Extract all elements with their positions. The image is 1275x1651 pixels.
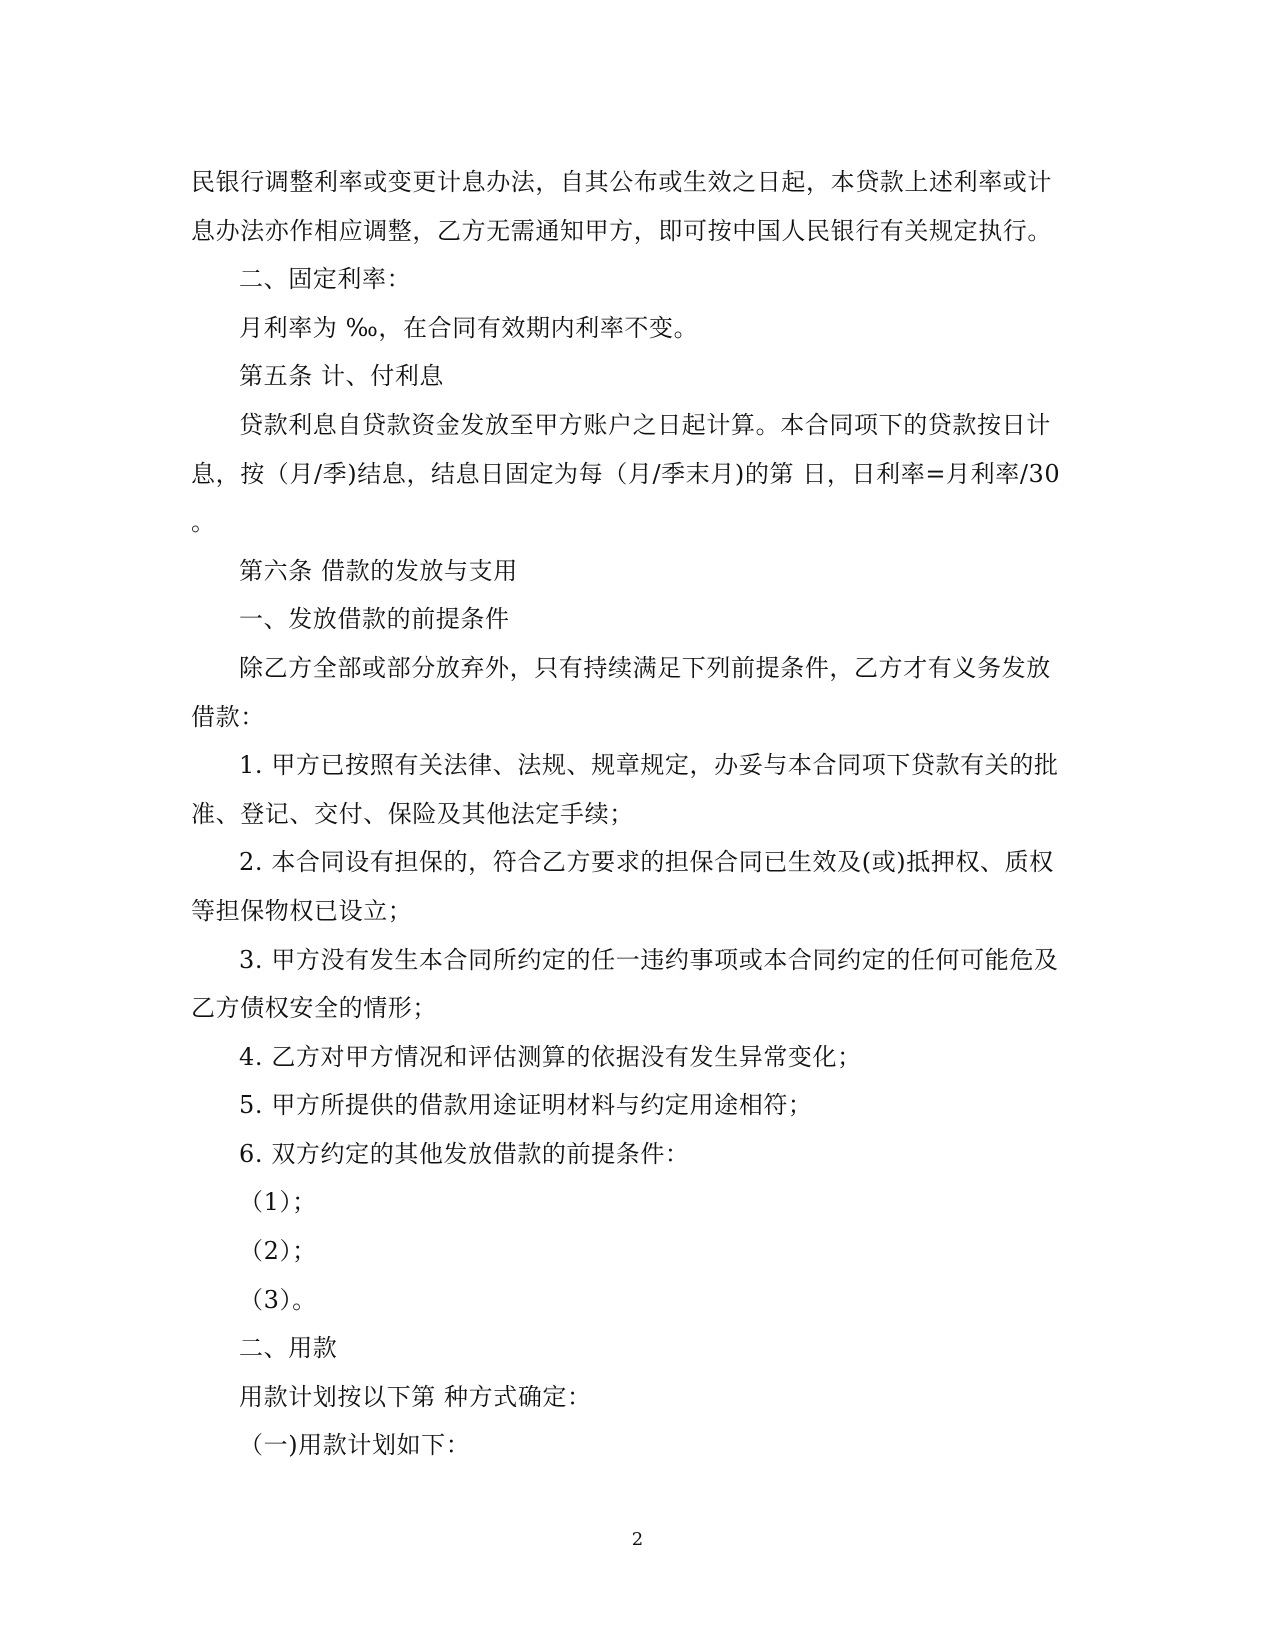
text-line: 除乙方全部或部分放弃外，只有持续满足下列前提条件，乙方才有义务发放 [239, 653, 1051, 682]
article-heading: 第五条 计、付利息 [239, 362, 445, 391]
section-heading: 一、发放借款的前提条件 [239, 605, 510, 634]
text-line: 用款计划按以下第 种方式确定： [239, 1382, 592, 1411]
text-line: 民银行调整利率或变更计息办法，自其公布或生效之日起，本贷款上述利率或计 [191, 168, 1052, 196]
page-number: 2 [631, 1529, 644, 1550]
list-item: 4. 乙方对甲方情况和评估测算的依据没有发生异常变化； [239, 1042, 862, 1071]
text-line: 息办法亦作相应调整，乙方无需通知甲方，即可按中国人民银行有关规定执行。 [191, 216, 1052, 245]
list-item: 6. 双方约定的其他发放借款的前提条件： [239, 1139, 690, 1168]
text-line: 借款： [191, 702, 265, 731]
text-line: 月利率为 ‰，在合同有效期内利率不变。 [239, 313, 699, 342]
sub-list-item: （2）； [239, 1237, 317, 1266]
text-line: 等担保物权已设立； [191, 896, 413, 925]
text-line: 乙方债权安全的情形； [191, 994, 437, 1023]
section-heading: 二、用款 [239, 1334, 338, 1363]
text-line: 。 [191, 508, 216, 537]
document-body [191, 158, 1081, 1470]
text-line: （一)用款计划如下： [239, 1431, 471, 1460]
sub-list-item: （3）。 [239, 1285, 317, 1314]
list-item: 3. 甲方没有发生本合同所约定的任一违约事项或本合同约定的任何可能危及 [239, 945, 1059, 974]
sub-list-item: （1）； [239, 1188, 317, 1217]
article-heading: 第六条 借款的发放与支用 [239, 556, 518, 585]
section-heading: 二、固定利率： [239, 265, 412, 294]
list-item: 5. 甲方所提供的借款用途证明材料与约定用途相符； [239, 1091, 813, 1120]
text-line: 息，按（月/季)结息，结息日固定为每（月/季末月)的第 日，日利率=月利率/30 [191, 459, 1061, 488]
list-item: 1. 甲方已按照有关法律、法规、规章规定，办妥与本合同项下贷款有关的批 [239, 751, 1059, 780]
text-line: 贷款利息自贷款资金发放至甲方账户之日起计算。本合同项下的贷款按日计 [239, 410, 1051, 439]
list-item: 2. 本合同设有担保的，符合乙方要求的担保合同已生效及(或)抵押权、质权 [239, 848, 1054, 877]
text-line: 准、登记、交付、保险及其他法定手续； [191, 799, 634, 828]
